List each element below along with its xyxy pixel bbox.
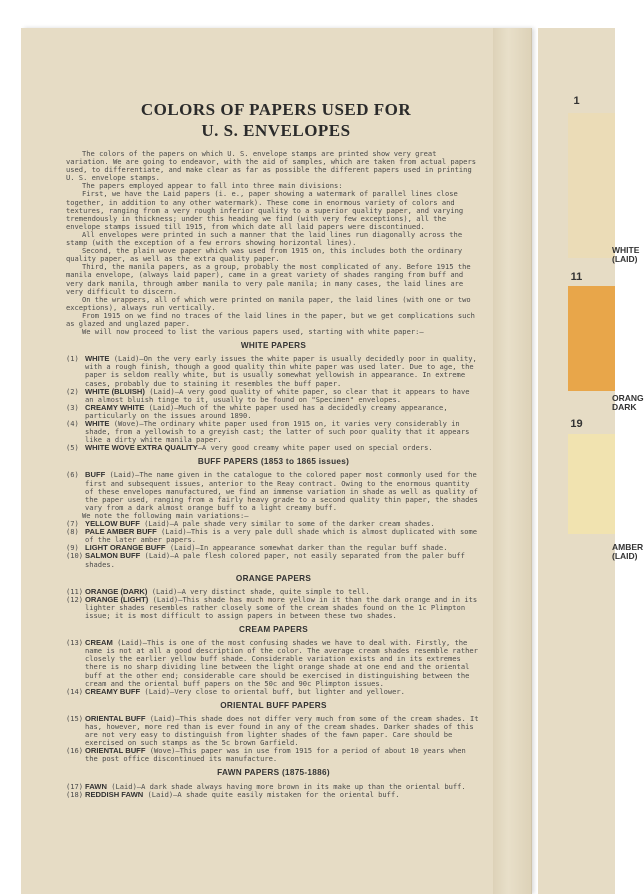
item-kind: (Laid): [148, 402, 175, 412]
intro-paragraph: We will now proceed to list the various papers used, starting with white paper:—: [82, 327, 424, 337]
item-text: —In appearance somewhat darker than the regular buff shade.: [195, 543, 448, 553]
item-text: —This shade does not differ very much from some of the cream shades. It has, however, more red than is ever found in any of the cream shades. Darker shades of this are not very easy to distinguish from lighter shades of the fawn paper. Care should be exercised on such stamps as the 5c brown Garfield.: [85, 713, 479, 748]
swatch-panel: [538, 28, 644, 894]
item-text: —A pale shade very similar to some of the darker cream shades.: [169, 519, 435, 529]
list-item: [66, 715, 481, 747]
item-text: —A very good creamy white paper used on special orders.: [197, 443, 433, 453]
item-kind: (Laid): [161, 527, 187, 537]
item-text: —This is one of the most confusing shades we have to deal with. Firstly, the name is not at all a good description of the color. The average cream shades resemble rather closely the earlier yellow buff shade. Considerable variation exists and in its extremes there is no sharp dividing line between the light orange shade at one end and the oriental buff at the other end; considerable care should be exercised in distinguishing between the cream and the oriental buff papers on the 50c and 90c Plimpton issues.: [85, 638, 478, 688]
item-kind: (Laid): [144, 519, 170, 529]
item-kind: (Laid): [149, 713, 176, 723]
item-kind: (Laid): [144, 551, 171, 561]
section-heading: BUFF PAPERS (1853 to 1865 issues): [197, 457, 350, 467]
item-number: (6): [66, 470, 79, 480]
item-name: ORANGE (DARK): [85, 586, 148, 596]
item-name: REDDISH FAWN: [85, 789, 144, 799]
page-subtitle: U. S. ENVELOPES: [201, 121, 351, 140]
swatch-orange-dark: [568, 286, 615, 391]
section-heading: ORANGE PAPERS: [235, 573, 312, 583]
list-item: [66, 639, 481, 688]
intro-paragraph: Third, the manila papers, as a group, probably the most complicated of any. Before 1915 the manila envelope, (always laid paper), came in a great variety of shades ranging from buff and very dark manila, through amber manila to very pale manila; in many cases, the laid lines are very difficult to discern.: [66, 262, 471, 296]
item-number: (17): [66, 781, 84, 791]
intro-paragraph: All envelopes were printed in such a manner that the laid lines run diagonally across the stamp (with the exception of a few errors showing horizontal lines).: [66, 229, 463, 248]
item-kind: (Laid): [152, 594, 179, 604]
item-number: (9): [66, 543, 79, 553]
item-name: YELLOW BUFF: [85, 519, 140, 529]
item-number: (13): [66, 638, 84, 648]
item-number: (2): [66, 386, 79, 396]
item-name: ORIENTAL BUFF: [85, 713, 146, 723]
list-item: [66, 444, 481, 452]
item-text: —The name given in the catalogue to the colored paper most commonly used for the first and subsequent issues, anterior to the Reay contract. Owing to the enormous quantity of these envelopes manufactured, we find an immense variation in shade as well as quality of the paper used, ranging from a fairly heavy grade to a second quality thin paper, the shades vary from a dark almost orange buff to a light creamy buff.: [85, 470, 478, 512]
section-heading: FAWN PAPERS (1875-1886): [217, 768, 330, 778]
swatch-number: 19: [570, 418, 583, 430]
list-item: [66, 404, 481, 420]
swatch-number: 1: [573, 95, 580, 107]
swatch-label-line2: (LAID): [612, 254, 638, 264]
item-kind: (Laid): [113, 354, 140, 364]
item-name: SALMON BUFF: [85, 551, 141, 561]
swatch-label-line2: (LAID): [612, 551, 638, 561]
intro-paragraph: First, we have the Laid papers (i. e., paper showing a watermark of parallel lines close together, in addition to any other watermark). These come in enormous variety of colors and textures, ranging from a very rough inferior quality to a superior quality paper, and varying tremendously in thickness; under this heading we find (with very few exceptions), all the envelope stamps issued till 1915, from which date all laid papers were discontinued.: [66, 189, 464, 231]
list-item: [66, 388, 481, 404]
item-kind: (Laid): [149, 386, 175, 396]
item-text: —A very good quality of white paper, so clear that it appears to have an almost bluish tinge to it, usually to be found on "Specimen" envelopes.: [85, 386, 470, 404]
item-text: —A very distinct shade, quite simple to tell.: [177, 586, 370, 596]
item-name: CREAMY BUFF: [85, 686, 141, 696]
item-number: (11): [66, 586, 84, 596]
swatch-label-line1: AMBER: [612, 542, 644, 552]
item-number: (10): [66, 551, 84, 561]
item-text: —The ordinary white paper used from 1915 on, it varies very considerably in shade, from a yellowish to a greyish cast; the latter of such poor quality that it appears like a dirty white manila paper.: [85, 419, 470, 445]
item-name: CREAMY WHITE: [85, 402, 145, 412]
item-text: —A shade quite easily mistaken for the oriental buff.: [173, 789, 400, 799]
list-item: [66, 420, 481, 444]
item-text: —On the very early issues the white paper is usually decidedly poor in quality, with a rough finish, though a good quality thin white paper was used later. Due to age, the paper is seldom really white, but is usually somewhat yellowish in appearance. In extreme cases, probably due to staining it resembles the buff paper.: [85, 354, 477, 388]
item-name: BUFF: [85, 470, 106, 480]
item-number: (14): [66, 686, 84, 696]
list-item: [66, 688, 481, 696]
item-text: —A dark shade always having more brown in its make up than the oriental buff.: [136, 781, 466, 791]
item-kind: (Laid): [147, 789, 174, 799]
item-kind: (Laid): [117, 638, 143, 648]
item-name: PALE AMBER BUFF: [85, 527, 157, 537]
item-text: —A pale flesh colored paper, not easily separated from the paler buff shades.: [85, 551, 465, 569]
item-text: —Much of the white paper used has a decidedly creamy appearance, particularly on the issues around 1890.: [85, 402, 448, 420]
item-name: FAWN: [85, 781, 107, 791]
swatch-number: 11: [570, 271, 583, 283]
section-heading: CREAM PAPERS: [239, 625, 308, 635]
item-kind: (Wove): [149, 746, 176, 756]
item-text: —This shade has much more yellow in it than the dark orange and in its lighter shades resembles rather closely some of the cream shades found on the 1c Plimpton issue; it is most difficult to assign papers in between these two shades.: [85, 594, 478, 620]
item-kind: (Laid): [144, 686, 171, 696]
swatch-amber-buff: [568, 434, 615, 534]
list-item: [66, 471, 481, 511]
list-item: [66, 596, 481, 620]
page-title: COLORS OF PAPERS USED FOR: [140, 100, 412, 119]
item-kind: (Laid): [169, 543, 196, 553]
swatch-label-line2: DARK: [612, 402, 637, 412]
item-text: —This is a very pale dull shade which is almost duplicated with some of the later amber papers.: [85, 527, 478, 545]
list-item: [66, 528, 481, 544]
item-kind: (Wove): [113, 419, 140, 428]
item-number: (15): [66, 713, 84, 723]
item-kind: (Laid): [151, 586, 178, 596]
item-kind: (Laid): [111, 781, 137, 791]
swatch-label-line1: WHITE: [612, 245, 640, 255]
item-number: (8): [66, 527, 79, 537]
intro-paragraph: The papers employed appear to fall into three main divisions:: [82, 181, 343, 191]
item-number: (4): [66, 419, 79, 428]
list-item: [66, 552, 481, 568]
list-item: [66, 355, 481, 387]
item-name: ORANGE (LIGHT): [85, 594, 149, 604]
item-number: (18): [66, 789, 84, 799]
item-number: (16): [66, 746, 84, 756]
item-number: (1): [66, 354, 79, 364]
item-number: (12): [66, 594, 84, 604]
swatch-label-line1: ORANG: [612, 393, 644, 403]
swatch-white-laid: [568, 113, 615, 258]
item-kind: (Laid): [109, 470, 136, 480]
list-item: [66, 747, 481, 763]
item-name: CREAM: [85, 638, 113, 648]
item-name: ORIENTAL BUFF: [85, 746, 146, 756]
document-body: [66, 150, 481, 799]
item-note: We note the following main variations:—: [82, 510, 249, 520]
item-number: (3): [66, 402, 79, 412]
intro-paragraph: On the wrappers, all of which were printed on manila paper, the laid lines (with one or two exceptions), always run vertically.: [66, 294, 471, 312]
item-name: WHITE: [85, 419, 110, 428]
section-heading: WHITE PAPERS: [240, 341, 307, 351]
item-name: WHITE: [85, 354, 110, 364]
item-text: —This paper was in use from 1915 for a period of about 10 years when the post office discontinued its manufacture.: [85, 746, 466, 764]
page-fold: [493, 28, 531, 894]
intro-paragraph: Second, the plain wove paper which was used from 1915 on, this includes both the ordinary quality paper, as well as the extra quality paper.: [66, 246, 463, 264]
item-number: (5): [66, 443, 79, 453]
list-item: [66, 791, 481, 799]
item-name: WHITE WOVE EXTRA QUALITY: [85, 443, 198, 453]
item-number: (7): [66, 519, 79, 529]
item-name: LIGHT ORANGE BUFF: [85, 543, 166, 553]
item-name: WHITE (BLUISH): [85, 386, 145, 396]
section-heading: ORIENTAL BUFF PAPERS: [220, 700, 327, 710]
intro-paragraph: The colors of the papers on which U. S. envelope stamps are printed show very great variation. We are going to endeavor, with the aid of samples, which are taken from actual papers used, to differentiate, and make clear as far as possible the different papers used in printing U. S. envelope stamps.: [66, 149, 476, 183]
intro-paragraph: From 1915 on we find no traces of the laid lines in the paper, but we get complications such as glazed and unglazed paper.: [66, 310, 475, 328]
item-text: —Very close to oriental buff, but lighter and yellower.: [170, 686, 405, 696]
